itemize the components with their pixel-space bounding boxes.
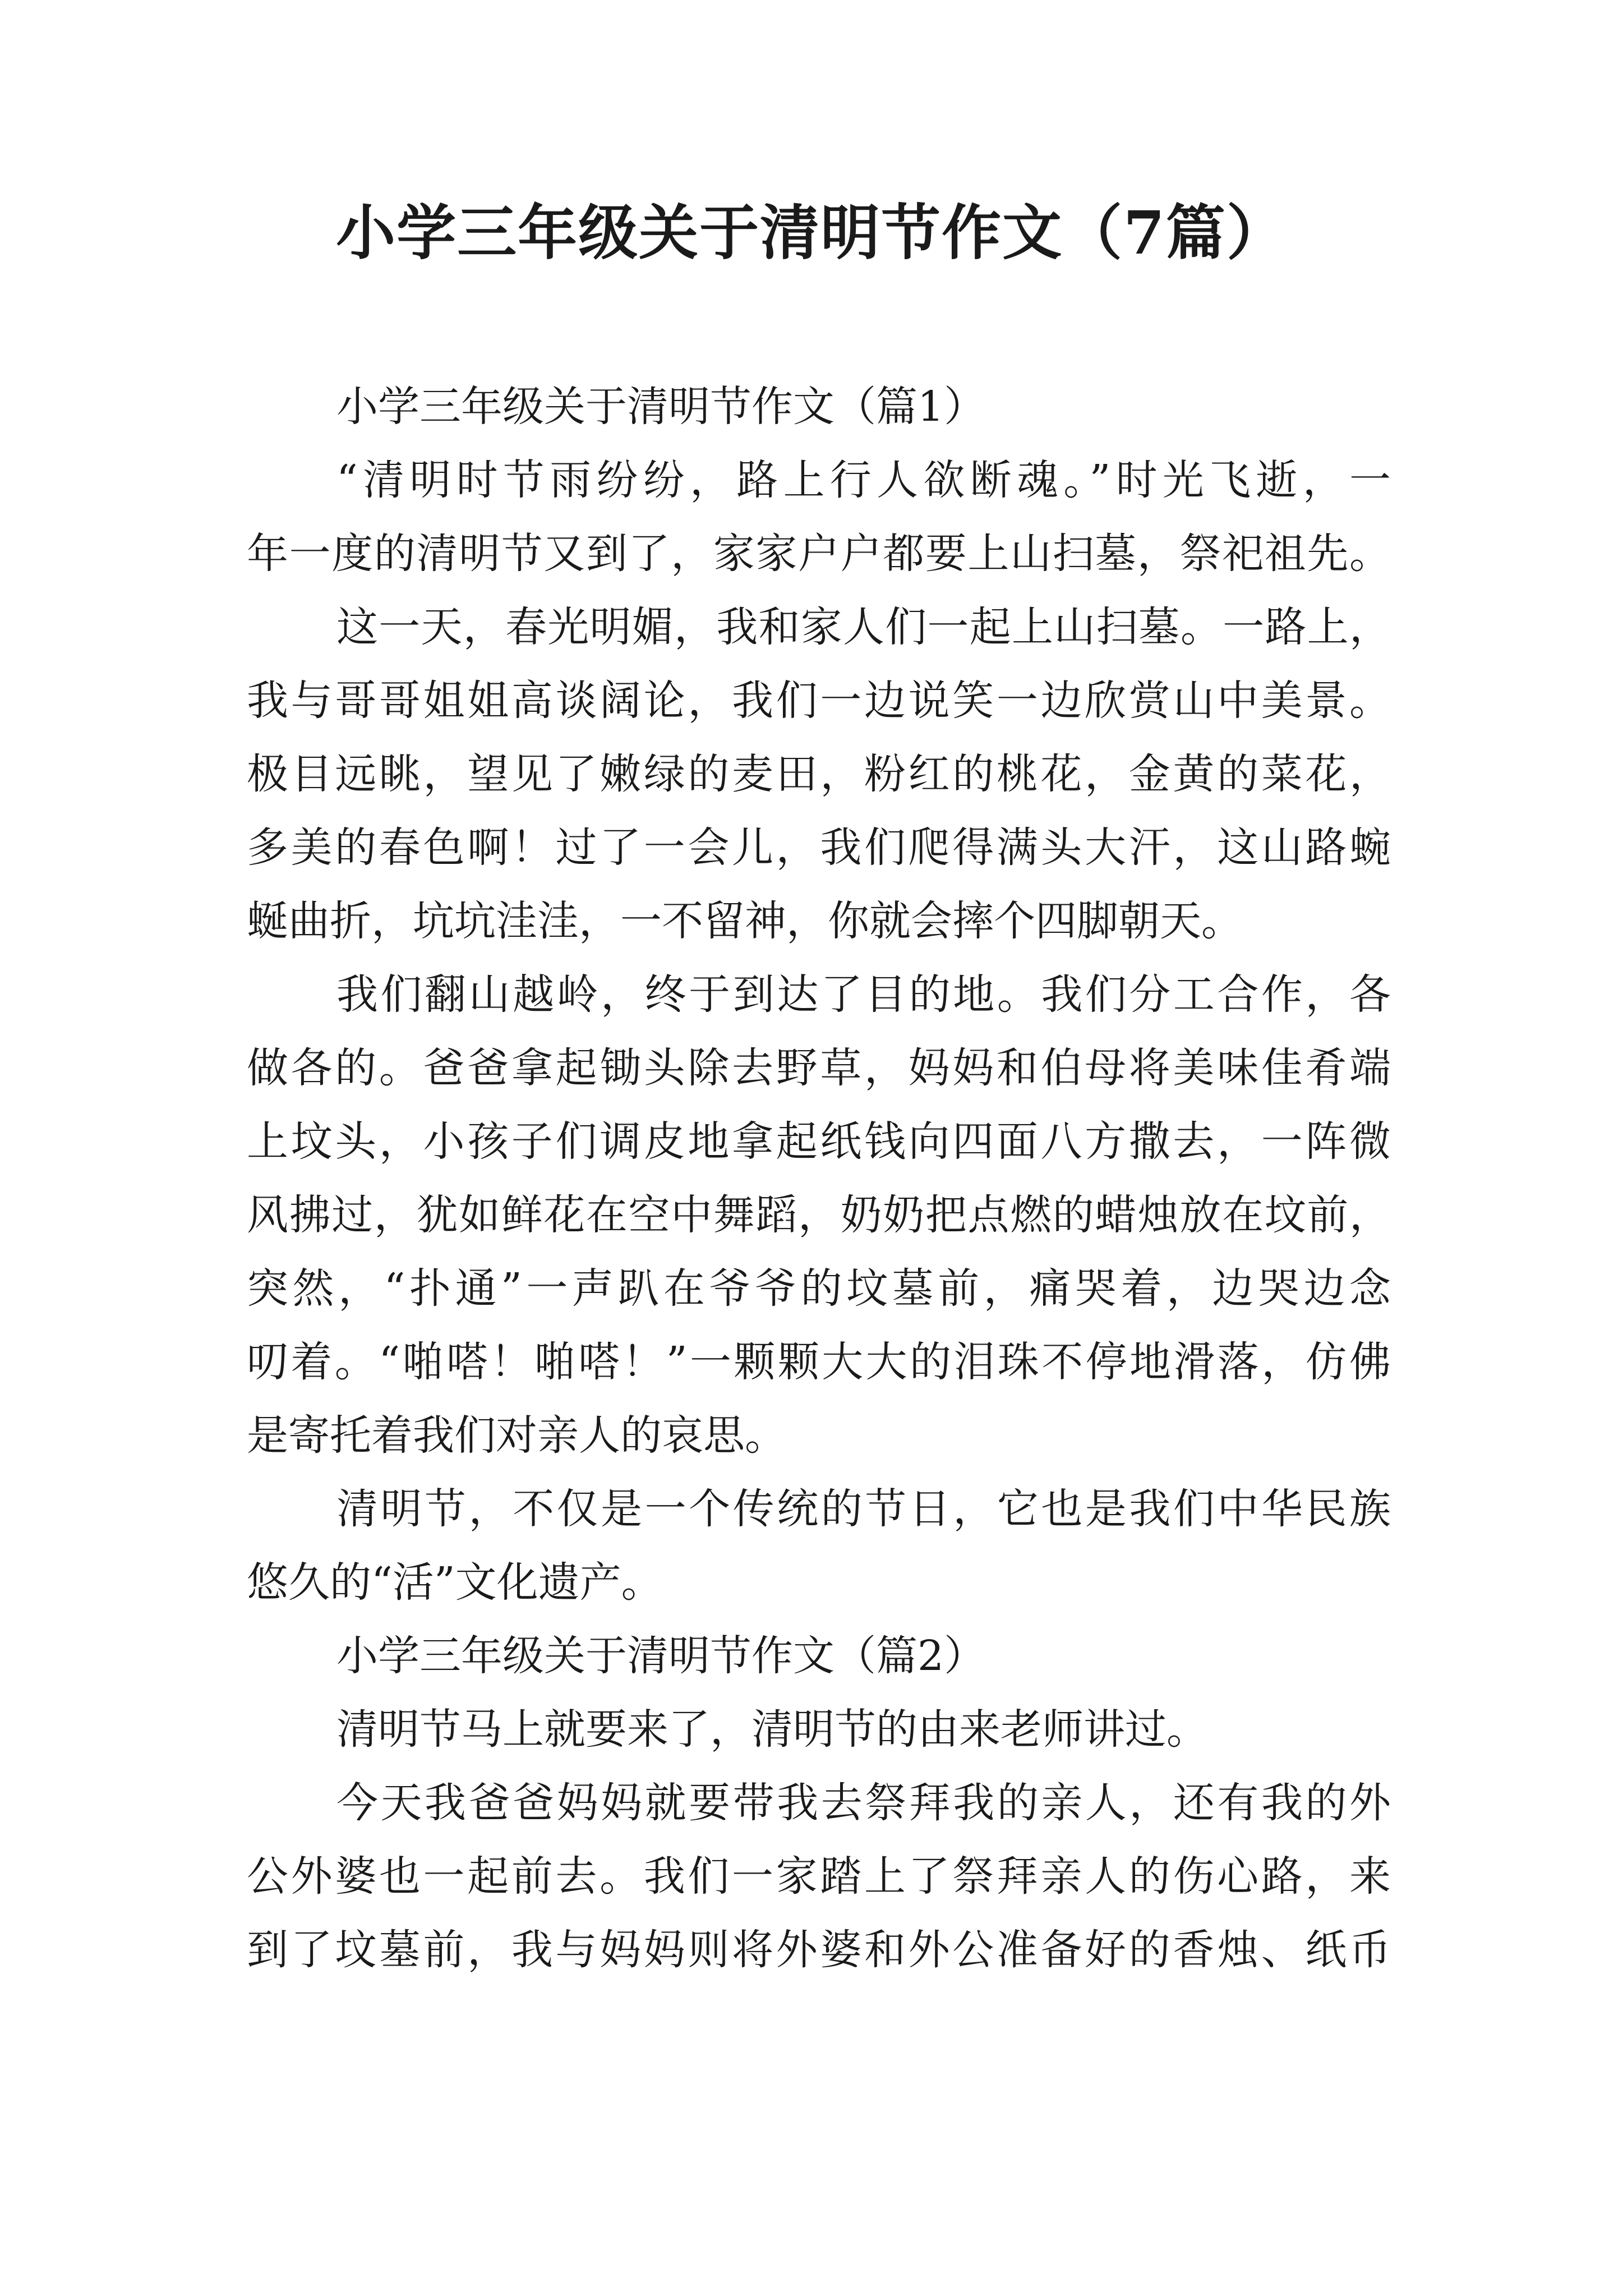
paragraph-line: 做各的。爸爸拿起锄头除去野草，妈妈和伯母将美味佳肴端	[247, 1044, 1391, 1092]
paragraph-line: 今天我爸爸妈妈就要带我去祭拜我的亲人，还有我的外	[336, 1779, 1391, 1827]
paragraph-line: 多美的春色啊！过了一会儿，我们爬得满头大汗，这山路蜿	[247, 823, 1391, 872]
paragraph-line: 清明节马上就要来了，清明节的由来老师讲过。	[336, 1705, 1208, 1754]
paragraph-line: 清明节，不仅是一个传统的节日，它也是我们中华民族	[336, 1485, 1391, 1533]
paragraph-line: “清明时节雨纷纷，路上行人欲断魂。”时光飞逝，一	[336, 456, 1391, 504]
section-heading-1: 小学三年级关于清明节作文（篇1）	[336, 383, 986, 431]
paragraph-line: 这一天，春光明媚，我和家人们一起上山扫墓。一路上，	[336, 603, 1391, 651]
paragraph-line: 悠久的“活”文化遗产。	[247, 1558, 663, 1607]
paragraph-line: 上坟头，小孩子们调皮地拿起纸钱向四面八方撒去，一阵微	[247, 1117, 1391, 1166]
paragraph-line: 突然，“扑通”一声趴在爷爷的坟墓前，痛哭着，边哭边念	[247, 1264, 1391, 1313]
document-title: 小学三年级关于清明节作文（7篇）	[336, 197, 1287, 268]
document-body	[247, 370, 1391, 1987]
paragraph-line: 年一度的清明节又到了，家家户户都要上山扫墓，祭祀祖先。	[247, 530, 1391, 578]
section-heading-2: 小学三年级关于清明节作文（篇2）	[336, 1632, 986, 1680]
paragraph-line: 极目远眺，望见了嫩绿的麦田，粉红的桃花，金黄的菜花，	[247, 750, 1391, 798]
paragraph-line: 我们翻山越岭，终于到达了目的地。我们分工合作，各	[336, 970, 1391, 1019]
paragraph-line: 风拂过，犹如鲜花在空中舞蹈，奶奶把点燃的蜡烛放在坟前，	[247, 1191, 1391, 1239]
paragraph-line: 公外婆也一起前去。我们一家踏上了祭拜亲人的伤心路，来	[247, 1852, 1391, 1901]
paragraph-line: 叨着。“啪嗒！啪嗒！”一颗颗大大的泪珠不停地滑落，仿佛	[247, 1338, 1391, 1386]
paragraph-line: 到了坟墓前，我与妈妈则将外婆和外公准备好的香烛、纸币	[247, 1926, 1391, 1974]
paragraph-line: 是寄托着我们对亲人的哀思。	[247, 1411, 786, 1460]
paragraph-line: 蜒曲折，坑坑洼洼，一不留神，你就会摔个四脚朝天。	[247, 897, 1243, 945]
paragraph-line: 我与哥哥姐姐高谈阔论，我们一边说笑一边欣赏山中美景。	[247, 677, 1391, 725]
